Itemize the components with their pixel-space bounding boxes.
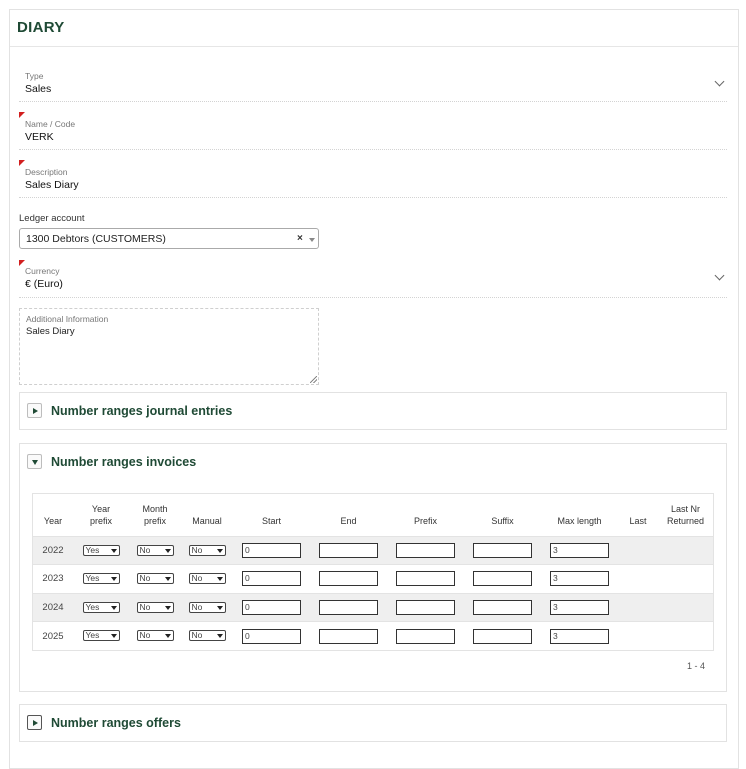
column-header-max-length: Max length — [541, 494, 618, 536]
manual-select[interactable]: No — [189, 573, 226, 584]
returned-cell — [658, 593, 713, 622]
section-offers — [19, 704, 727, 742]
table-header-row — [33, 494, 713, 536]
month-prefix-select[interactable]: No — [137, 545, 174, 556]
last-cell — [618, 593, 658, 622]
prefix-input[interactable] — [396, 543, 455, 558]
section-offers-header[interactable] — [20, 705, 726, 741]
suffix-input[interactable] — [473, 571, 532, 586]
page-title: DIARY — [17, 19, 65, 36]
section-invoices — [19, 443, 727, 692]
table-row — [33, 565, 713, 594]
end-input[interactable] — [319, 629, 378, 644]
year-cell: 2023 — [33, 565, 73, 594]
additional-information-textarea[interactable] — [19, 308, 319, 385]
start-input[interactable]: 0 — [242, 600, 301, 615]
manual-select[interactable]: No — [189, 630, 226, 641]
required-marker — [19, 112, 25, 118]
table-row — [33, 622, 713, 651]
ledger-account-select[interactable] — [19, 228, 319, 249]
collapse-toggle[interactable] — [27, 454, 42, 469]
name-code-value[interactable]: VERK — [25, 131, 54, 143]
start-input[interactable]: 0 — [242, 543, 301, 558]
max-length-input[interactable]: 3 — [550, 571, 609, 586]
column-header-suffix: Suffix — [464, 494, 541, 536]
month-prefix-select[interactable]: No — [137, 573, 174, 584]
clear-icon[interactable]: × — [297, 233, 303, 244]
currency-value: € (Euro) — [25, 278, 63, 290]
start-input[interactable]: 0 — [242, 629, 301, 644]
description-label: Description — [25, 167, 68, 177]
column-header-end: End — [310, 494, 387, 536]
max-length-input[interactable]: 3 — [550, 543, 609, 558]
end-input[interactable] — [319, 600, 378, 615]
column-header-prefix: Prefix — [387, 494, 464, 536]
max-length-input[interactable]: 3 — [550, 600, 609, 615]
manual-select[interactable]: No — [189, 602, 226, 613]
required-marker — [19, 160, 25, 166]
prefix-input[interactable] — [396, 629, 455, 644]
returned-cell — [658, 622, 713, 651]
end-input[interactable] — [319, 543, 378, 558]
description-value[interactable]: Sales Diary — [25, 179, 79, 191]
suffix-input[interactable] — [473, 600, 532, 615]
last-cell — [618, 622, 658, 651]
triangle-down-icon — [32, 460, 38, 465]
section-offers-title: Number ranges offers — [51, 716, 181, 730]
section-invoices-title: Number ranges invoices — [51, 455, 197, 469]
returned-cell — [658, 536, 713, 565]
column-header-last: Last — [618, 494, 658, 536]
suffix-input[interactable] — [473, 629, 532, 644]
additional-information-value[interactable]: Sales Diary — [26, 326, 75, 337]
section-journal-entries-header[interactable] — [20, 393, 726, 429]
column-header-year: Year — [33, 494, 73, 536]
year-cell: 2024 — [33, 593, 73, 622]
prefix-input[interactable] — [396, 571, 455, 586]
start-input[interactable]: 0 — [242, 571, 301, 586]
year-cell: 2022 — [33, 536, 73, 565]
end-input[interactable] — [319, 571, 378, 586]
page-header — [10, 10, 738, 47]
name-code-label: Name / Code — [25, 119, 76, 129]
expand-toggle[interactable] — [27, 715, 42, 730]
section-journal-entries — [19, 392, 727, 430]
section-journal-entries-title: Number ranges journal entries — [51, 404, 233, 418]
prefix-input[interactable] — [396, 600, 455, 615]
suffix-input[interactable] — [473, 543, 532, 558]
currency-label: Currency — [25, 266, 60, 276]
manual-select[interactable]: No — [189, 545, 226, 556]
currency-select[interactable] — [19, 260, 727, 298]
returned-cell — [658, 565, 713, 594]
chevron-down-icon[interactable] — [715, 271, 725, 281]
max-length-input[interactable]: 3 — [550, 629, 609, 644]
table-row — [33, 593, 713, 622]
ledger-account-label: Ledger account — [19, 213, 85, 224]
type-select[interactable] — [19, 64, 727, 102]
month-prefix-select[interactable]: No — [137, 602, 174, 613]
diary-panel — [9, 9, 739, 769]
name-code-field[interactable] — [19, 112, 727, 150]
year-cell: 2025 — [42, 630, 64, 642]
column-header-year-prefix: Year prefix — [73, 494, 129, 536]
year-prefix-select[interactable]: Yes — [83, 573, 120, 584]
column-header-month-prefix: Month prefix — [129, 494, 181, 536]
month-prefix-select[interactable]: No — [137, 630, 174, 641]
type-value: Sales — [25, 83, 52, 95]
section-invoices-header[interactable] — [20, 444, 726, 480]
resize-grip-icon[interactable] — [310, 376, 317, 383]
year-prefix-select[interactable]: Yes — [83, 602, 120, 613]
year-prefix-select[interactable]: Yes — [83, 545, 120, 556]
triangle-right-icon — [33, 408, 38, 414]
column-header-start: Start — [233, 494, 310, 536]
last-cell — [618, 536, 658, 565]
description-field[interactable] — [19, 160, 727, 198]
invoice-number-ranges-table — [32, 493, 714, 651]
ledger-account-value: 1300 Debtors (CUSTOMERS) — [26, 233, 166, 245]
year-prefix-select[interactable]: Yes — [83, 630, 120, 641]
triangle-right-icon — [33, 720, 38, 726]
pagination-info: 1 - 4 — [686, 661, 705, 671]
column-header-last-nr-returned: Last Nr Returned — [658, 494, 713, 536]
column-header-manual: Manual — [181, 494, 233, 536]
additional-information-label: Additional Information — [26, 314, 109, 324]
type-label: Type — [25, 71, 44, 81]
chevron-down-icon[interactable] — [715, 77, 725, 87]
caret-down-icon[interactable] — [309, 238, 315, 242]
last-cell — [618, 565, 658, 594]
table-row — [33, 536, 713, 565]
expand-toggle[interactable] — [27, 403, 42, 418]
